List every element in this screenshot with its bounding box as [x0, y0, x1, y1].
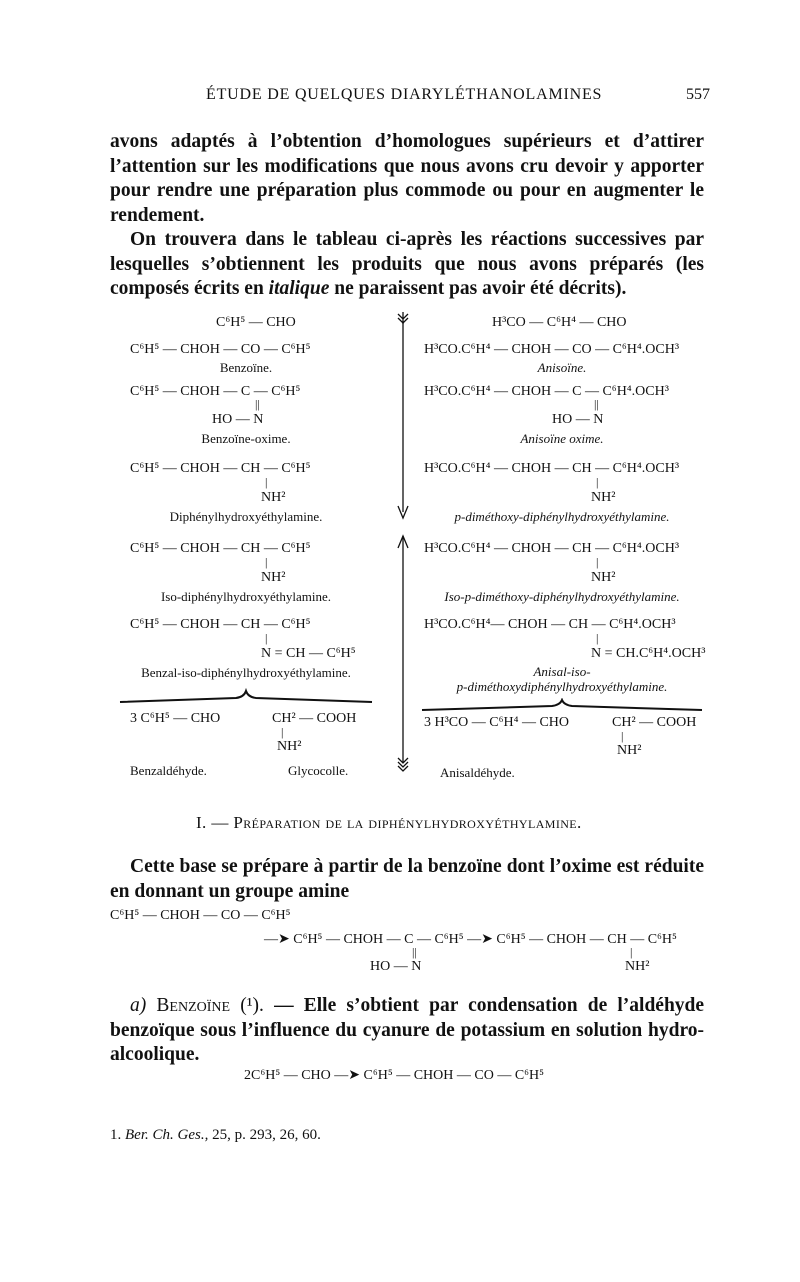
single-bond-mark: |	[265, 631, 268, 645]
footnote	[110, 1127, 321, 1144]
item-label: a)	[130, 995, 147, 1016]
caption-anisal-line2: p-diméthoxydiphénylhydroxyéthylamine.	[456, 679, 668, 694]
formula-benzal: C⁶H⁵ — CHOH — CH — C⁶H⁵	[130, 617, 311, 632]
single-bond-mark: |	[596, 475, 599, 489]
single-bond-mark: |	[596, 631, 599, 645]
equation-2: 2C⁶H⁵ — CHO —➤ C⁶H⁵ — CHOH — CO — C⁶H⁵	[244, 1068, 545, 1083]
caption-iso-diphenylhydroxyethylamine: Iso-diphénylhydroxyéthylamine.	[160, 589, 332, 604]
body-paragraph-benzoine: a) Benzoïne (¹). — Elle s’obtient par condensation de l’aldéhyde benzoïque sous l’influence du cyanure de potassium en solution hydro-alcoolique.	[110, 995, 705, 1065]
caption-diphenylhydroxyethylamine: Diphénylhydroxyéthylamine.	[169, 509, 323, 524]
formula-nh2: NH²	[591, 570, 616, 585]
running-title: ÉTUDE DE QUELQUES DIARYLÉTHANOLAMINES	[206, 86, 603, 103]
formula-3-benzaldehyde: 3 C⁶H⁵ — CHO	[130, 711, 221, 726]
reaction-arrows	[392, 310, 414, 780]
caption-anisoine: Anisoïne.	[537, 360, 587, 375]
formula-benzoine-oxime: C⁶H⁵ — CHOH — C — C⁶H⁵	[130, 384, 301, 399]
formula-anisoine: H³CO.C⁶H⁴ — CHOH — CO — C⁶H⁴.OCH³	[424, 342, 680, 357]
double-bond-mark: ||	[594, 397, 599, 411]
single-bond-mark: |	[630, 945, 633, 959]
formula-nh2: NH²	[277, 739, 302, 754]
formula-amine: C⁶H⁵ — CHOH — CH — C⁶H⁵	[130, 461, 311, 476]
page-number: 557	[686, 86, 710, 103]
caption-benzal-iso: Benzal-iso-diphénylhydroxyéthylamine.	[141, 665, 351, 680]
formula-benzaldehyde: C⁶H⁵ — CHO	[216, 315, 296, 330]
formula-benzoine: C⁶H⁵ — CHOH — CO — C⁶H⁵	[130, 342, 311, 357]
double-bond-mark: ||	[412, 945, 417, 959]
equation-1-amine: NH²	[625, 959, 650, 974]
caption-iso-dimethoxy: Iso-p-diméthoxy-diphénylhydroxyéthylamine.	[444, 589, 680, 604]
formula-anisal: H³CO.C⁶H⁴— CHOH — CH — C⁶H⁴.OCH³	[424, 617, 676, 632]
formula-benzal-n: N = CH — C⁶H⁵	[261, 646, 356, 661]
equation-1-line2: —➤ C⁶H⁵ — CHOH — C — C⁶H⁵ —➤ C⁶H⁵ — CHOH — CH — C⁶H⁵	[264, 932, 677, 947]
section-title: Préparation de la diphénylhydroxyéthylamine.	[233, 813, 582, 832]
equation-1-oxime: HO — N	[370, 959, 422, 974]
formula-dimethoxy-amine: H³CO.C⁶H⁴ — CHOH — CH — C⁶H⁴.OCH³	[424, 461, 680, 476]
equation-1-line1: C⁶H⁵ — CHOH — CO — C⁶H⁵	[110, 908, 291, 923]
formula-glycocolle-right: CH² — COOH	[612, 715, 697, 730]
section-number: I. —	[196, 813, 229, 832]
intro-paragraph-2: On trouvera dans le tableau ci-après les réactions successives par lesquelles s’obtiennent les produits que nous avons préparés (les composés écrits en italique ne paraissent pas avoir été décrits).	[110, 229, 704, 299]
single-bond-mark: |	[265, 475, 268, 489]
double-bond-mark: ||	[255, 397, 260, 411]
formula-anisaldehyde-top: H³CO — C⁶H⁴ — CHO	[492, 315, 627, 330]
body-paragraph-1: Cette base se prépare à partir de la benzoïne dont l’oxime est réduite en donnant un groupe amine	[110, 856, 704, 902]
single-bond-mark: |	[281, 725, 284, 739]
formula-anisoine-oxime: H³CO.C⁶H⁴ — CHOH — C — C⁶H⁴.OCH³	[424, 384, 669, 399]
formula-iso-dimethoxy-amine: H³CO.C⁶H⁴ — CHOH — CH — C⁶H⁴.OCH³	[424, 541, 680, 556]
running-header	[110, 86, 710, 110]
single-bond-mark: |	[621, 729, 624, 743]
formula-nh2: NH²	[261, 570, 286, 585]
italic-word: italique	[268, 278, 330, 299]
formula-oxime-group: HO — N	[552, 412, 604, 427]
caption-benzoine-oxime: Benzoïne-oxime.	[201, 431, 291, 446]
single-bond-mark: |	[265, 555, 268, 569]
item-name: Benzoïne	[156, 995, 231, 1016]
formula-oxime-group: HO — N	[212, 412, 264, 427]
intro-text	[110, 130, 704, 302]
footnote-number: 1.	[110, 1127, 122, 1143]
caption-dimethoxy: p-diméthoxy-diphénylhydroxyéthylamine.	[454, 509, 670, 524]
formula-nh2: NH²	[591, 490, 616, 505]
section-heading	[196, 813, 582, 833]
single-bond-mark: |	[596, 555, 599, 569]
formula-glycocolle: CH² — COOH	[272, 711, 357, 726]
formula-anisal-n: N = CH.C⁶H⁴.OCH³	[591, 646, 706, 661]
brace-divider-right	[420, 698, 704, 712]
intro-paragraph-1: avons adaptés à l’obtention d’homologues supérieurs et d’attirer l’attention sur les modifications que nous avons cru devoir y apporter pour rendre une préparation plus commode ou pour en augmenter le rendement.	[110, 131, 704, 226]
formula-nh2: NH²	[617, 743, 642, 758]
footnote-journal: Ber. Ch. Ges.,	[125, 1127, 209, 1143]
caption-anisal-line1: Anisal-iso-	[533, 664, 591, 679]
footnote-ref: (¹).	[240, 995, 264, 1016]
caption-benzaldehyde: Benzaldéhyde.	[130, 763, 207, 778]
caption-anisoine-oxime: Anisoïne oxime.	[520, 431, 604, 446]
formula-iso-amine: C⁶H⁵ — CHOH — CH — C⁶H⁵	[130, 541, 311, 556]
caption-glycocolle: Glycocolle.	[288, 763, 349, 778]
caption-anisaldehyde: Anisaldéhyde.	[440, 765, 515, 780]
caption-benzoine: Benzoïne.	[219, 360, 273, 375]
brace-divider-left	[118, 688, 374, 704]
formula-3-anisaldehyde: 3 H³CO — C⁶H⁴ — CHO	[424, 715, 570, 730]
footnote-reference: 25, p. 293, 26, 60.	[208, 1127, 321, 1143]
formula-nh2: NH²	[261, 490, 286, 505]
